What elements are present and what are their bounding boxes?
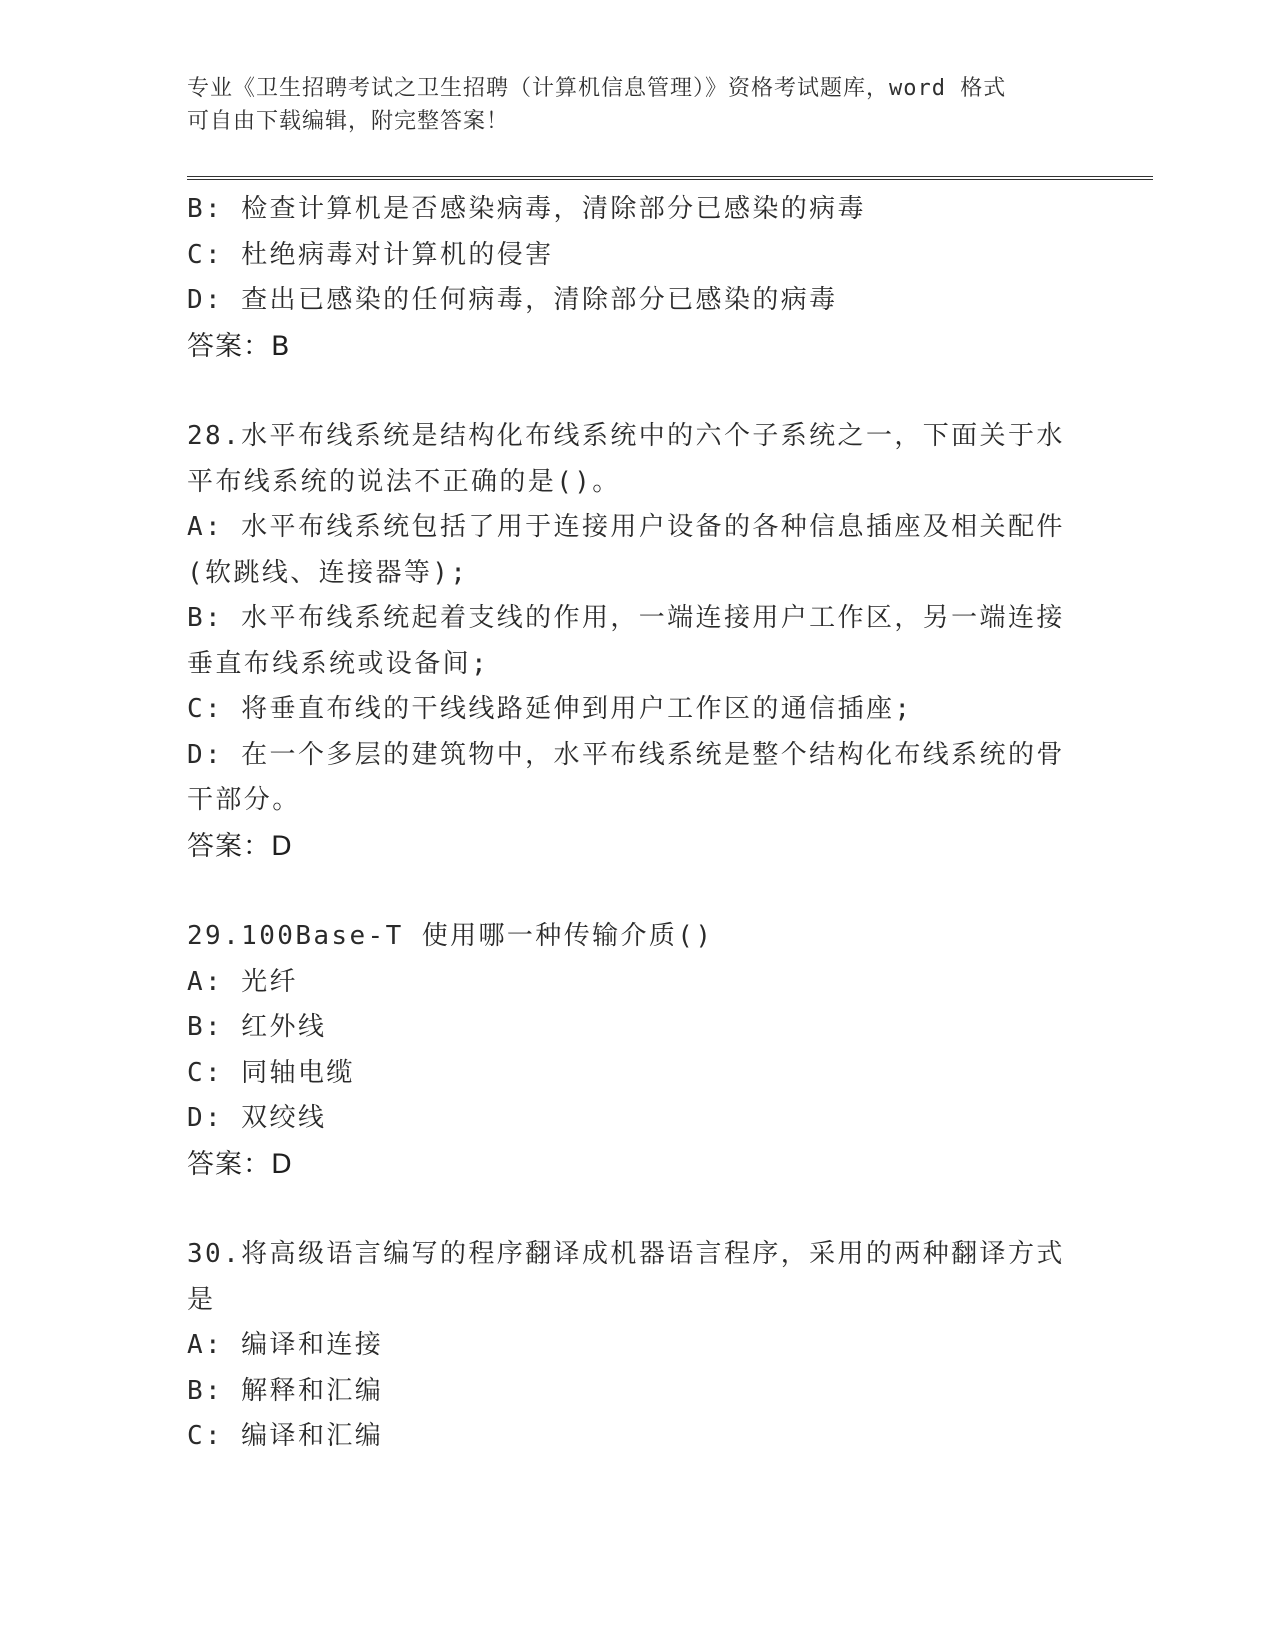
answer-label: 答案：B bbox=[187, 330, 291, 362]
option-a: A: 编译和连接 bbox=[187, 1330, 384, 1360]
option-a: A: 水平布线系统包括了用于连接用户设备的各种信息插座及相关配件 bbox=[187, 512, 1065, 542]
question-30 bbox=[187, 1232, 1087, 1460]
option-b: B: 红外线 bbox=[187, 1012, 327, 1042]
question-stem-continued: 平布线系统的说法不正确的是()。 bbox=[187, 466, 621, 497]
question-29 bbox=[187, 914, 1087, 1187]
option-d: D: 双绞线 bbox=[187, 1103, 327, 1133]
question-content bbox=[187, 187, 1087, 1460]
option-b: B: 检查计算机是否感染病毒，清除部分已感染的病毒 bbox=[187, 194, 866, 224]
question-stem: 30.将高级语言编写的程序翻译成机器语言程序，采用的两种翻译方式 bbox=[187, 1239, 1065, 1269]
answer-label: 答案：D bbox=[187, 1148, 293, 1180]
option-d: D: 查出已感染的任何病毒，清除部分已感染的病毒 bbox=[187, 285, 838, 315]
header-line-2: 可自由下载编辑，附完整答案！ bbox=[187, 109, 510, 134]
header-line-1: 专业《卫生招聘考试之卫生招聘（计算机信息管理）》资格考试题库，word 格式 bbox=[187, 76, 1007, 101]
question-28 bbox=[187, 414, 1087, 869]
document-header bbox=[187, 72, 1067, 138]
option-c: C: 编译和汇编 bbox=[187, 1421, 384, 1451]
option-d: D: 在一个多层的建筑物中，水平布线系统是整个结构化布线系统的骨 bbox=[187, 739, 1065, 770]
option-b-continued: 垂直布线系统或设备间; bbox=[187, 648, 490, 679]
option-c: C: 杜绝病毒对计算机的侵害 bbox=[187, 239, 554, 270]
option-a: A: 光纤 bbox=[187, 966, 298, 997]
option-d-continued: 干部分。 bbox=[187, 785, 301, 815]
answer-label: 答案：D bbox=[187, 830, 293, 862]
option-c: C: 将垂直布线的干线线路延伸到用户工作区的通信插座; bbox=[187, 694, 913, 724]
question-stem: 29.100Base-T 使用哪一种传输介质() bbox=[187, 921, 714, 951]
option-b: B: 解释和汇编 bbox=[187, 1375, 384, 1406]
question-stem: 28.水平布线系统是结构化布线系统中的六个子系统之一，下面关于水 bbox=[187, 421, 1065, 451]
option-b: B: 水平布线系统起着支线的作用，一端连接用户工作区，另一端连接 bbox=[187, 603, 1065, 633]
question-stem-continued: 是 bbox=[187, 1284, 216, 1315]
option-c: C: 同轴电缆 bbox=[187, 1057, 355, 1088]
header-divider bbox=[187, 176, 1153, 180]
option-a-continued: (软跳线、连接器等); bbox=[187, 557, 469, 588]
continued-question bbox=[187, 187, 1087, 369]
